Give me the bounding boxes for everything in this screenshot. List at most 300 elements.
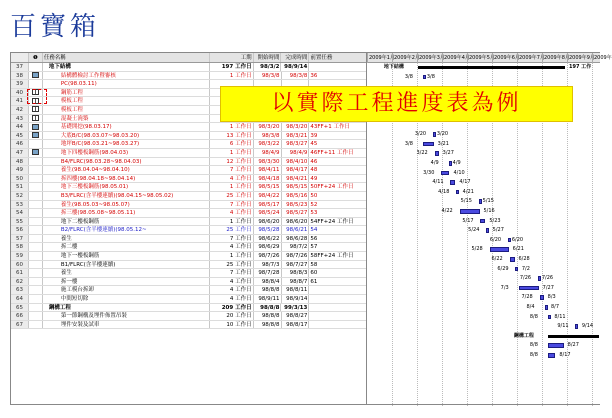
gantt-date-label: 7/2 xyxy=(521,265,530,272)
page-title: 百寶箱 xyxy=(10,12,101,42)
col-id-header[interactable] xyxy=(11,53,29,62)
gantt-date-label: 3/8 xyxy=(426,73,435,80)
gantt-date-label: 3/20 xyxy=(436,131,449,138)
table-row[interactable] xyxy=(11,158,366,167)
task-name: 大底B/C(98.03.07~98.03.20) xyxy=(43,132,210,140)
task-name: 拆二樓 xyxy=(43,243,210,251)
task-bar[interactable] xyxy=(545,305,548,310)
note-icon[interactable] xyxy=(32,124,39,130)
row-id: 66 xyxy=(11,312,29,320)
task-duration: 7 工作日 xyxy=(210,235,254,243)
task-bar[interactable] xyxy=(456,190,459,195)
callout-banner: 以實際工程進度表為例 xyxy=(220,86,573,122)
task-name: B3/FLRC(含半樓連續)(98.04.15~98.05.02) xyxy=(43,192,210,200)
task-finish: 98/8/7 xyxy=(282,278,310,286)
indicator-cell xyxy=(29,312,43,320)
task-predecessors xyxy=(309,312,366,320)
row-id: 39 xyxy=(11,80,29,88)
task-name: 養生(98.05.03~98.05.07) xyxy=(43,201,210,209)
timescale-month: 2009年3月 xyxy=(419,55,445,61)
gantt-date-label: 5/24 xyxy=(468,227,480,234)
task-start: 98/5/17 xyxy=(254,201,282,209)
task-duration: 1 工作日 xyxy=(210,183,254,191)
task-start: 98/8/8 xyxy=(254,312,282,320)
row-id: 64 xyxy=(11,295,29,303)
gantt-date-label: 4/17 xyxy=(459,179,471,186)
task-start: 98/3/30 xyxy=(254,158,282,166)
task-duration: 4 工作日 xyxy=(210,243,254,251)
gantt-date-label: 4/9 xyxy=(452,160,461,166)
gantt-date-label: 8/8 xyxy=(529,313,538,320)
task-duration: 25 工作日 xyxy=(210,192,254,200)
table-icon[interactable] xyxy=(32,115,39,121)
timescale-month: 2009年 xyxy=(594,55,612,61)
gantt-date-label: 8/3 xyxy=(547,294,556,301)
indicator-cell xyxy=(29,209,43,217)
indicator-cell xyxy=(29,218,43,226)
task-duration: 20 工作日 xyxy=(210,312,254,320)
indicator-cell xyxy=(29,158,43,166)
task-finish: 98/6/21 xyxy=(282,226,310,234)
task-start: 98/6/29 xyxy=(254,243,282,251)
gantt-date-label: 6/22 xyxy=(491,256,503,262)
task-predecessors: 50 xyxy=(310,192,318,199)
table-row[interactable] xyxy=(11,183,366,192)
task-name: 拆一樓 xyxy=(43,278,210,286)
gantt-date-label: 6/29 xyxy=(497,265,509,272)
task-duration: 1 工作日 xyxy=(210,218,254,226)
indicator-cell xyxy=(29,115,43,123)
task-duration: 1 工作日 xyxy=(210,123,254,131)
note-icon[interactable] xyxy=(32,132,39,138)
row-id: 38 xyxy=(11,72,29,80)
indicator-cell xyxy=(29,166,43,174)
timescale-month: 2009年7月 xyxy=(519,55,545,61)
indicator-cell xyxy=(29,63,43,71)
table-row[interactable] xyxy=(11,166,366,175)
task-predecessors: 56 xyxy=(310,235,318,242)
summary-bar[interactable] xyxy=(418,66,565,69)
row-id: 49 xyxy=(11,166,29,174)
gantt-date-label: 8/4 xyxy=(526,304,535,310)
task-finish: 98/3/8 xyxy=(282,72,310,80)
row-id: 51 xyxy=(11,183,29,191)
task-bar[interactable] xyxy=(540,295,544,300)
row-id: 56 xyxy=(11,226,29,234)
task-predecessors: 54 xyxy=(310,227,318,234)
col-start-header[interactable]: 開始時間 xyxy=(254,53,282,62)
row-id: 48 xyxy=(11,158,29,166)
timescale-month: 2009年4月 xyxy=(444,55,470,61)
gantt-date-label: 6/21 xyxy=(512,246,524,253)
table-row[interactable] xyxy=(11,295,366,304)
task-bar[interactable] xyxy=(548,315,551,320)
task-finish: 98/4/17 xyxy=(282,166,310,174)
task-name: 地下二樓板鋼筋 xyxy=(43,218,210,226)
indicator-cell xyxy=(29,80,43,88)
task-predecessors: 52 xyxy=(310,201,318,208)
task-name: 基礎開挖(98.03.17) xyxy=(43,123,210,131)
task-finish: 98/8/27 xyxy=(282,312,310,320)
task-finish: 98/8/17 xyxy=(282,321,310,329)
task-finish: 98/9/14 xyxy=(282,295,310,303)
task-name: B4/FLRC(98.03.28~98.04.03) xyxy=(43,158,210,166)
gantt-date-label: 8/17 xyxy=(559,352,571,358)
gantt-date-label: 4/22 xyxy=(441,208,453,214)
task-predecessors: 46 xyxy=(310,158,318,165)
task-predecessors: 58 xyxy=(310,261,318,268)
task-name: 地下四樓板鋼筋(98.04.03) xyxy=(43,149,210,157)
table-row[interactable] xyxy=(11,201,366,210)
row-id: 59 xyxy=(11,252,29,260)
task-duration: 4 工作日 xyxy=(210,175,254,183)
task-name: 施工模台拆卸 xyxy=(43,286,210,294)
row-id: 47 xyxy=(11,149,29,157)
task-predecessors: 57 xyxy=(310,244,318,251)
month-gridline xyxy=(592,63,593,406)
row-id: 46 xyxy=(11,140,29,148)
task-duration: 6 工作日 xyxy=(210,140,254,148)
task-name: 第一節鋼構及埋件佈置吊裝 xyxy=(43,312,210,320)
task-bar[interactable] xyxy=(423,75,426,80)
gantt-date-label: 8/27 xyxy=(567,342,579,349)
task-duration: 4 工作日 xyxy=(210,295,254,303)
task-start: 98/6/20 xyxy=(254,218,282,226)
table-row[interactable] xyxy=(11,226,366,235)
table-row[interactable] xyxy=(11,252,366,261)
task-finish: 98/4/9 xyxy=(282,149,310,157)
timescale-month: 2009年8月 xyxy=(544,55,570,61)
task-name: 養生(98.04.04~98.04.10) xyxy=(43,166,210,174)
task-start: 98/4/22 xyxy=(254,192,282,200)
task-finish: 98/3/27 xyxy=(282,140,310,148)
row-id: 40 xyxy=(11,89,29,97)
row-id: 55 xyxy=(11,218,29,226)
task-start: 98/5/15 xyxy=(254,183,282,191)
indicator-cell xyxy=(29,295,43,303)
task-finish: 98/9/14 xyxy=(281,63,309,71)
task-finish: 98/3/21 xyxy=(282,132,310,140)
task-start: 98/8/4 xyxy=(254,278,282,286)
task-duration: 25 工作日 xyxy=(210,261,254,269)
indicator-cell xyxy=(29,201,43,209)
task-bar[interactable] xyxy=(450,180,455,185)
table-row[interactable] xyxy=(11,192,366,201)
task-bar[interactable] xyxy=(508,238,511,243)
task-start: 98/7/28 xyxy=(254,269,282,277)
indicator-cell xyxy=(29,183,43,191)
col-predecessor-header[interactable]: 前置任務 xyxy=(310,55,333,61)
task-name: 養生 xyxy=(43,235,210,243)
indicator-cell xyxy=(29,140,43,148)
gantt-date-label: 3/30 xyxy=(423,169,435,176)
gantt-date-label: 鋼構工程 xyxy=(513,332,534,339)
task-name: 地下結構 xyxy=(43,63,210,71)
task-bar[interactable] xyxy=(510,257,515,262)
row-id: 41 xyxy=(11,97,29,105)
task-name: 埋件安裝及試車 xyxy=(43,321,210,329)
row-id: 67 xyxy=(11,321,29,329)
gantt-date-label: 5/23 xyxy=(489,217,501,224)
task-duration: 209 工作日 xyxy=(210,304,254,312)
indicator-cell xyxy=(29,278,43,286)
gantt-date-label: 8/8 xyxy=(529,342,538,349)
task-bar[interactable] xyxy=(433,132,436,137)
table-icon[interactable] xyxy=(32,106,39,112)
table-row[interactable] xyxy=(11,149,366,158)
indicator-cell xyxy=(29,72,43,80)
task-finish: 98/4/10 xyxy=(282,158,310,166)
gantt-date-label: 5/15 xyxy=(482,198,494,205)
task-name: 地下三樓板鋼筋(98.05.01) xyxy=(43,183,210,191)
task-predecessors xyxy=(309,295,366,303)
task-bar[interactable] xyxy=(519,286,539,291)
summary-bar[interactable] xyxy=(548,335,599,338)
timescale-month: 2009年9月 xyxy=(569,55,595,61)
indicator-cell xyxy=(29,106,43,114)
task-name: 模板工程 xyxy=(43,97,210,105)
task-start: 98/8/8 xyxy=(254,286,282,294)
gantt-date-label: 4/11 xyxy=(432,179,444,186)
task-predecessors xyxy=(309,321,366,329)
indicator-cell xyxy=(29,261,43,269)
table-row[interactable] xyxy=(11,175,366,184)
indicator-cell xyxy=(29,149,43,157)
gantt-date-label: 7/27 xyxy=(542,284,554,291)
gantt-date-label: 8/7 xyxy=(551,304,560,310)
task-name: 中間短切除 xyxy=(43,295,210,303)
gantt-date-label: 地下結構 xyxy=(383,64,404,70)
table-row[interactable] xyxy=(11,261,366,270)
task-start: 98/8/8 xyxy=(254,304,282,312)
note-icon[interactable] xyxy=(32,149,39,155)
gantt-timescale xyxy=(367,53,612,63)
gantt-date-label: 7/26 xyxy=(519,275,532,282)
table-row[interactable] xyxy=(11,243,366,252)
note-icon[interactable] xyxy=(32,72,39,78)
col-duration-header[interactable]: 工期 xyxy=(210,53,254,62)
table-row[interactable] xyxy=(11,123,366,132)
task-predecessors: 50FF+24 工作日 xyxy=(310,184,354,191)
task-name: 結構體檢討工作暨審核 xyxy=(43,72,210,80)
gantt-date-label: 5/16 xyxy=(483,208,495,214)
task-bar[interactable] xyxy=(441,171,449,176)
table-row[interactable] xyxy=(11,218,366,227)
task-bar[interactable] xyxy=(460,209,480,214)
row-id: 37 xyxy=(11,63,29,71)
task-name: B1/FLRC(含半樓連續) xyxy=(43,261,210,269)
task-start: 98/7/26 xyxy=(254,252,282,260)
gantt-date-label: 5/15 xyxy=(460,198,472,205)
table-row[interactable] xyxy=(11,140,366,149)
row-id: 53 xyxy=(11,201,29,209)
task-predecessors xyxy=(309,304,366,312)
task-bar[interactable] xyxy=(515,267,518,272)
row-id: 54 xyxy=(11,209,29,217)
gantt-date-label: 7/26 xyxy=(541,275,554,282)
col-finish-header[interactable]: 完成時間 xyxy=(281,53,309,62)
task-duration: 7 工作日 xyxy=(210,269,254,277)
gantt-date-label: 3/8 xyxy=(404,140,413,147)
row-id: 43 xyxy=(11,115,29,123)
task-duration: 7 工作日 xyxy=(210,166,254,174)
task-finish: 98/5/15 xyxy=(282,183,310,191)
row-id: 60 xyxy=(11,261,29,269)
task-bar[interactable] xyxy=(490,247,509,252)
task-predecessors: 61 xyxy=(310,278,318,285)
indicator-cell xyxy=(29,243,43,251)
task-finish: 98/8/3 xyxy=(282,269,310,277)
task-start: 98/6/22 xyxy=(254,235,282,243)
table-row[interactable] xyxy=(11,132,366,141)
gantt-date-label: 5/28 xyxy=(471,246,483,253)
task-finish: 98/5/27 xyxy=(282,209,310,217)
task-duration: 25 工作日 xyxy=(210,226,254,234)
gantt-date-label: 7/3 xyxy=(500,284,509,291)
col-name-header[interactable]: 任務名稱 xyxy=(43,53,210,62)
gantt-date-label: 6/20 xyxy=(489,236,502,243)
task-start: 98/3/8 xyxy=(254,132,282,140)
task-start: 98/3/22 xyxy=(254,140,282,148)
task-finish: 98/8/11 xyxy=(282,286,310,294)
indicator-cell xyxy=(29,132,43,140)
task-start: 98/4/18 xyxy=(254,175,282,183)
task-finish: 98/5/16 xyxy=(282,192,310,200)
gantt-date-label: 6/20 xyxy=(511,236,524,243)
task-predecessors: 60 xyxy=(310,270,318,277)
highlight-box xyxy=(27,89,47,104)
timescale-month: 2009年5月 xyxy=(469,55,495,61)
indicator-cell xyxy=(29,175,43,183)
task-start: 98/4/9 xyxy=(254,149,282,157)
task-start: 98/5/28 xyxy=(254,226,282,234)
gantt-date-label: 7/28 xyxy=(521,294,533,301)
task-duration: 4 工作日 xyxy=(210,286,254,294)
gantt-date-label: 3/8 xyxy=(404,73,413,80)
task-duration: 1 工作日 xyxy=(210,149,254,157)
task-name: 模板工程 xyxy=(43,106,210,114)
row-id: 58 xyxy=(11,243,29,251)
task-name: 地下一樓板鋼筋 xyxy=(43,252,210,260)
task-name: 拆四樓(98.04.18~98.04.14) xyxy=(43,175,210,183)
task-finish: 98/3/20 xyxy=(282,123,310,131)
table-row[interactable] xyxy=(11,209,366,218)
task-finish: 98/7/2 xyxy=(282,243,310,251)
timescale-month: 2009年6月 xyxy=(494,55,520,61)
task-bar[interactable] xyxy=(538,276,541,281)
task-bar[interactable] xyxy=(575,324,578,329)
table-row[interactable] xyxy=(11,72,366,81)
gantt-date-label: 4/9 xyxy=(430,160,439,166)
table-row[interactable] xyxy=(11,269,366,278)
task-predecessors: 54FF+24 工作日 xyxy=(310,218,354,225)
task-bar[interactable] xyxy=(480,219,485,224)
task-start: 98/7/3 xyxy=(254,261,282,269)
task-name: B2/FLRC(含半樓連續)(98.05.12~ xyxy=(43,226,210,234)
gantt-date-label: 5/27 xyxy=(492,227,504,234)
task-start: 98/5/24 xyxy=(254,209,282,217)
table-row[interactable] xyxy=(11,286,366,295)
task-name: 混凝土澆築 xyxy=(43,115,210,123)
task-predecessors: 49 xyxy=(310,175,318,182)
indicator-cell xyxy=(29,269,43,277)
table-row[interactable] xyxy=(11,312,366,321)
task-predecessors: 48 xyxy=(310,167,318,174)
gantt-date-label: 8/8 xyxy=(529,352,538,358)
indicator-cell xyxy=(29,286,43,294)
task-duration: 197 工作日 xyxy=(210,63,254,71)
row-id: 45 xyxy=(11,132,29,140)
task-predecessors xyxy=(309,63,366,71)
task-start: 98/3/2 xyxy=(254,63,282,71)
task-name: 養生 xyxy=(43,269,210,277)
table-row[interactable] xyxy=(11,235,366,244)
gantt-date-label: 4/18 xyxy=(438,188,450,195)
row-id: 65 xyxy=(11,304,29,312)
gantt-date-label: 8/11 xyxy=(554,313,566,320)
task-bar[interactable] xyxy=(479,199,482,204)
row-id: 63 xyxy=(11,286,29,294)
timescale-month: 2009年1月 xyxy=(369,55,395,61)
gantt-date-label: 9/14 xyxy=(581,323,594,330)
indicator-cell xyxy=(29,321,43,329)
task-bar[interactable] xyxy=(435,151,439,156)
task-bar[interactable] xyxy=(486,228,489,233)
task-duration: 13 工作日 xyxy=(210,132,254,140)
row-id: 50 xyxy=(11,175,29,183)
gantt-date-label: 6/28 xyxy=(518,256,530,262)
indicator-cell xyxy=(29,226,43,234)
timescale-month: 2009年2月 xyxy=(394,55,420,61)
task-bar[interactable] xyxy=(548,343,564,348)
gantt-date-label: 5/17 xyxy=(462,217,474,224)
gantt-date-label: 4/10 xyxy=(453,169,465,176)
gantt-date-label: 3/20 xyxy=(414,131,427,138)
gantt-date-label: 3/27 xyxy=(442,150,454,157)
task-name: 地坪B/C(98.03.21~98.03.27) xyxy=(43,140,210,148)
table-row[interactable] xyxy=(11,321,366,330)
task-predecessors xyxy=(309,286,366,294)
gantt-date-label: 3/21 xyxy=(437,140,449,147)
row-id: 57 xyxy=(11,235,29,243)
task-name: PC(98.03.11) xyxy=(43,80,210,88)
task-bar[interactable] xyxy=(548,353,556,358)
indicator-cell xyxy=(29,192,43,200)
task-name: 鋼筋工程 xyxy=(43,89,210,97)
task-start: 98/8/8 xyxy=(254,321,282,329)
indicator-cell xyxy=(29,252,43,260)
task-duration: 7 工作日 xyxy=(210,201,254,209)
gantt-date-label: 197 工作 xyxy=(569,64,592,70)
table-row[interactable] xyxy=(11,63,366,72)
task-bar[interactable] xyxy=(449,161,452,166)
col-info-header[interactable]: ❶ xyxy=(29,53,43,62)
task-predecessors: 46FF+11 工作日 xyxy=(310,149,354,156)
task-predecessors: 53 xyxy=(310,210,318,217)
task-duration: 4 工作日 xyxy=(210,209,254,217)
row-id: 61 xyxy=(11,269,29,277)
task-predecessors: 43FF+1 工作日 xyxy=(310,124,351,131)
task-bar[interactable] xyxy=(423,142,434,147)
task-start: 98/9/11 xyxy=(254,295,282,303)
table-row[interactable] xyxy=(11,304,366,313)
task-finish: 98/4/21 xyxy=(282,175,310,183)
task-duration: 10 工作日 xyxy=(210,321,254,329)
row-id: 52 xyxy=(11,192,29,200)
gantt-date-label: 3/22 xyxy=(416,150,428,157)
task-duration: 4 工作日 xyxy=(210,278,254,286)
table-row[interactable] xyxy=(11,278,366,287)
